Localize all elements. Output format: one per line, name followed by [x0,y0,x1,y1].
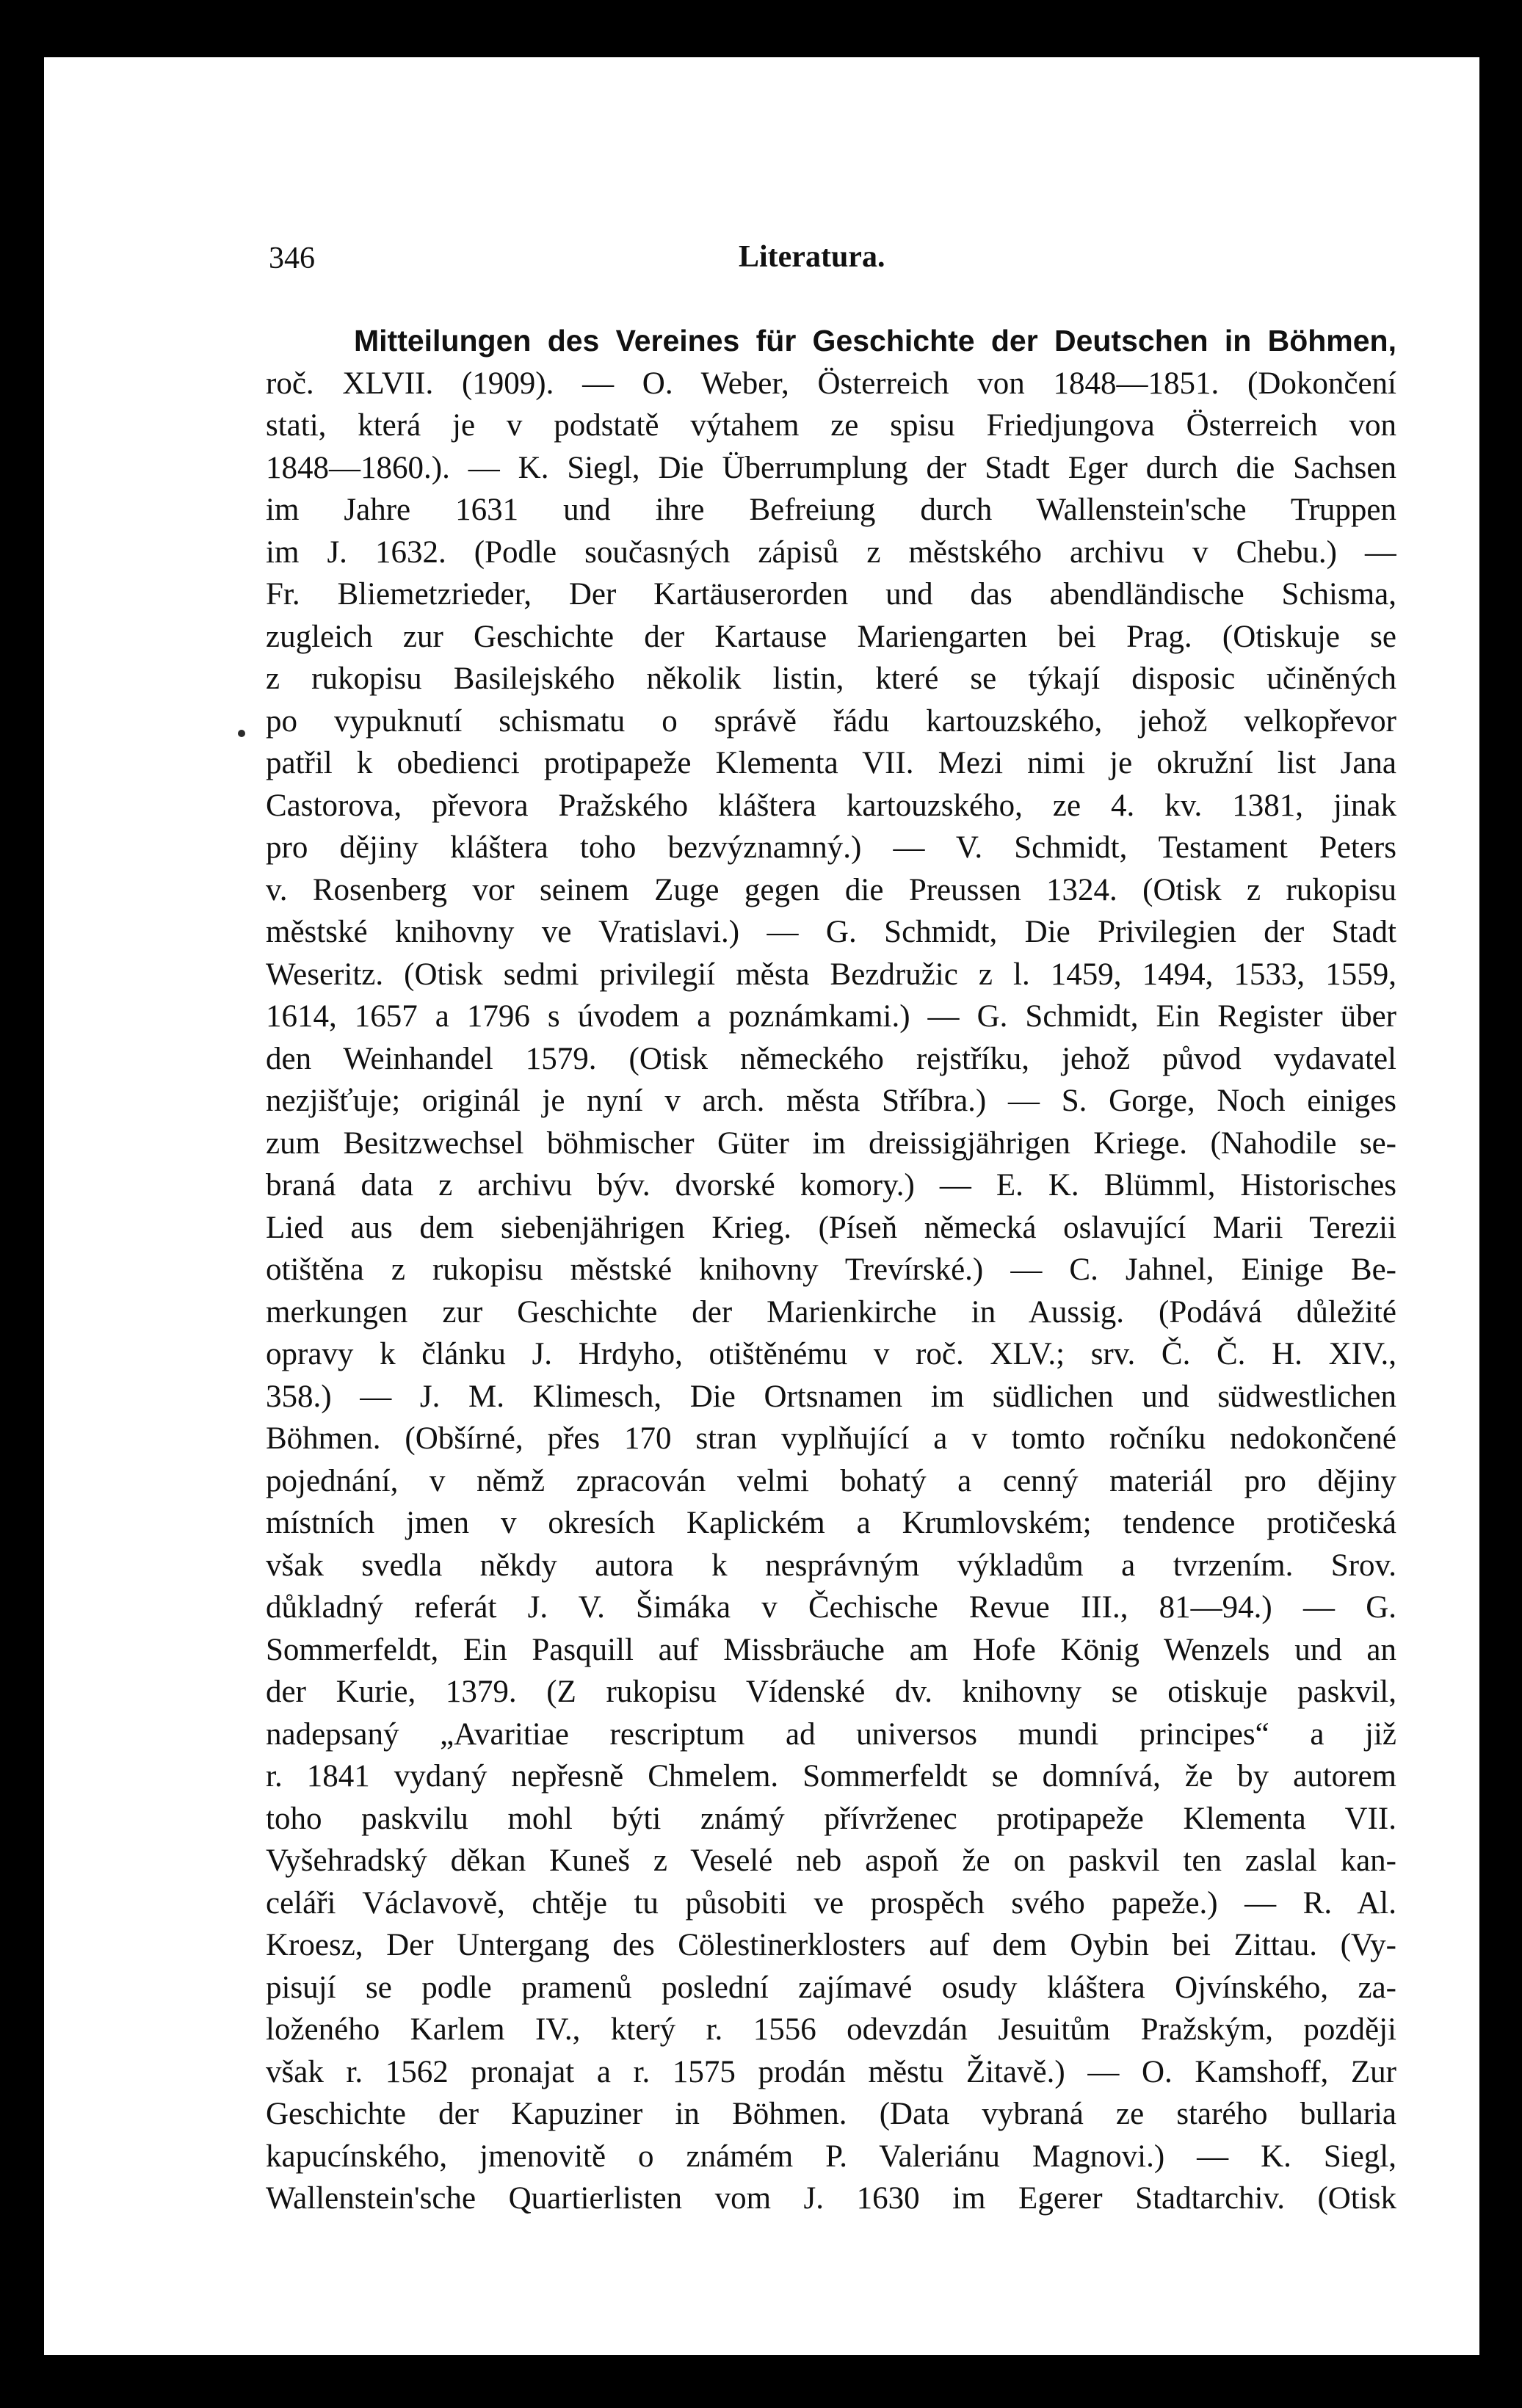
text-line: městské knihovny ve Vratislavi.) — G. Schmidt, Die Privilegien der Stadt [266,915,1396,949]
text-line: 1848—1860.). — K. Siegl, Die Überrumplung der Stadt Eger durch die Sachsen [266,450,1396,485]
page-header [269,233,1396,285]
text-line: toho paskvilu mohl býti známý přívrženec protipapeže Klementa VII. [266,1801,1396,1836]
text-line: Castorova, převora Pražského kláštera kartouzského, ze 4. kv. 1381, jinak [266,788,1396,823]
text-line: im J. 1632. (Podle současných zápisů z městského archivu v Chebu.) — [266,534,1396,570]
text-line: Sommerfeldt, Ein Pasquill auf Missbräuche am Hofe König Wenzels und an [266,1632,1396,1667]
text-line: braná data z archivu býv. dvorské komory.) — E. K. Blümml, Historisches [266,1168,1396,1203]
text-line: však svedla někdy autora k nesprávným výkladům a tvrzením. Srov. [266,1548,1396,1583]
text-line: den Weinhandel 1579. (Otisk německého rejstříku, jehož původ vydavatel [266,1041,1396,1076]
journal-title-line: Mitteilungen des Vereines für Geschichte der Deutschen in Böhmen, [354,324,1396,358]
text-line: patřil k obedienci protipapeže Klementa VII. Mezi nimi je okružní list Jana [266,746,1396,780]
text-line: im Jahre 1631 und ihre Befreiung durch Wallenstein'sche Truppen [266,493,1396,527]
text-line: pojednání, v němž zpracován velmi bohatý a cenný materiál pro dějiny [266,1463,1396,1498]
text-line: der Kurie, 1379. (Z rukopisu Vídenské dv. knihovny se otiskuje paskvil, [266,1675,1396,1709]
text-line: stati, která je v podstatě výtahem ze spisu Friedjungova Österreich von [266,408,1396,443]
text-line: pisují se podle pramenů poslední zajímavé osudy kláštera Ojvínského, za- [266,1970,1396,2005]
text-line: zum Besitzwechsel böhmischer Güter im dreissigjährigen Kriege. (Nahodile se- [266,1125,1396,1161]
text-line: kapucínského, jmenovitě o známém P. Valeriánu Magnovi.) — K. Siegl, [266,2139,1396,2174]
text-line: loženého Karlem IV., který r. 1556 odevzdán Jesuitům Pražským, později [266,2012,1396,2047]
text-line: Geschichte der Kapuziner in Böhmen. (Data vybraná ze starého bullaria [266,2097,1396,2131]
text-line: Böhmen. (Obšírné, přes 170 stran vyplňující a v tomto ročníku nedokončené [266,1421,1396,1456]
text-line: zugleich zur Geschichte der Kartause Mariengarten bei Prag. (Otiskuje se [266,619,1396,654]
text-line: opravy k článku J. Hrdyho, otištěnému v roč. XLV.; srv. Č. Č. H. XIV., [266,1337,1396,1371]
body-text [266,320,1396,2220]
text-line: nezjišťuje; originál je nyní v arch. města Stříbra.) — S. Gorge, Noch einiges [266,1084,1396,1118]
page-number: 346 [269,242,315,275]
running-title: Literatura. [739,240,885,274]
text-line: důkladný referát J. V. Šimáka v Čechische Revue III., 81—94.) — G. [266,1590,1396,1625]
text-line: 1614, 1657 a 1796 s úvodem a poznámkami.) — G. Schmidt, Ein Register über [266,999,1396,1034]
text-line: z rukopisu Basilejského několik listin, které se týkají disposic učiněných [266,661,1396,696]
text-line: Fr. Bliemetzrieder, Der Kartäuserorden und das abendländische Schisma, [266,577,1396,612]
text-line: nadepsaný „Avaritiae rescriptum ad universos mundi principes“ a již [266,1716,1396,1752]
text-line: Weseritz. (Otisk sedmi privilegií města Bezdružic z l. 1459, 1494, 1533, 1559, [266,957,1396,992]
scan-speck [238,730,245,737]
text-line: r. 1841 vydaný nepřesně Chmelem. Sommerfeldt se domnívá, že by autorem [266,1759,1396,1794]
text-line: roč. XLVII. (1909). — O. Weber, Österreich von 1848—1851. (Dokončení [266,366,1396,401]
text-line: Lied aus dem siebenjährigen Krieg. (Píseň německá oslavující Marii Terezii [266,1210,1396,1245]
text-line: 358.) — J. M. Klimesch, Die Ortsnamen im südlichen und südwestlichen [266,1379,1396,1414]
text-line: však r. 1562 pronajat a r. 1575 prodán městu Žitavě.) — O. Kamshoff, Zur [266,2054,1396,2089]
text-line: místních jmen v okresích Kaplickém a Krumlovském; tendence protičeská [266,1506,1396,1540]
text-line: pro dějiny kláštera toho bezvýznamný.) — V. Schmidt, Testament Peters [266,830,1396,865]
text-line: otištěna z rukopisu městské knihovny Trevírské.) — C. Jahnel, Einige Be- [266,1252,1396,1287]
text-line: Wallenstein'sche Quartierlisten vom J. 1630 im Egerer Stadtarchiv. (Otisk [266,2181,1396,2216]
text-line: merkungen zur Geschichte der Marienkirche in Aussig. (Podává důležité [266,1294,1396,1330]
text-line: v. Rosenberg vor seinem Zuge gegen die Preussen 1324. (Otisk z rukopisu [266,872,1396,907]
text-line: Vyšehradský děkan Kuneš z Veselé neb aspoň že on paskvil ten zaslal kan- [266,1843,1396,1878]
text-line: po vypuknutí schismatu o správě řádu kartouzského, jehož velkopřevor [266,703,1396,739]
text-line: Kroesz, Der Untergang des Cölestinerklosters auf dem Oybin bei Zittau. (Vy- [266,1928,1396,1962]
text-line: celáři Václavově, chtěje tu působiti ve prospěch svého papeže.) — R. Al. [266,1885,1396,1921]
